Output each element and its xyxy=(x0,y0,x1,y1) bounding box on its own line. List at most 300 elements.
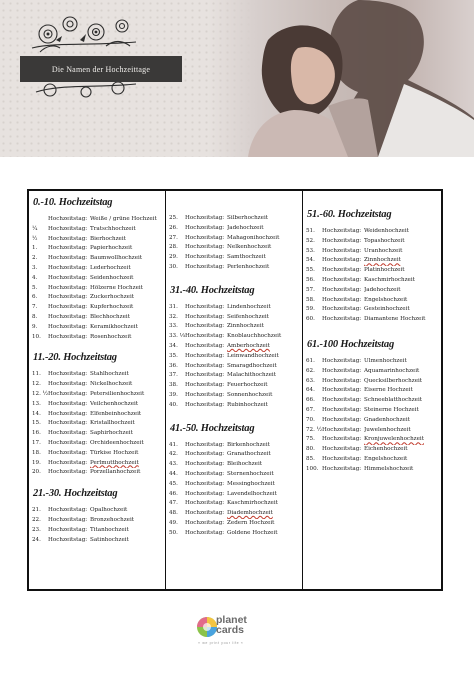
table-row xyxy=(32,459,162,469)
table-row xyxy=(32,506,162,516)
anniversary-name: Schneeblatthochzeit xyxy=(364,397,422,404)
anniversary-name: Opalhochzeit xyxy=(90,507,128,514)
table-row xyxy=(32,390,162,400)
column-3 xyxy=(303,191,441,589)
table-row xyxy=(32,244,162,254)
anniversary-name: Stahlhochzeit xyxy=(90,371,129,378)
anniversary-number: 48. xyxy=(169,510,178,517)
anniversary-number: 31. xyxy=(169,303,178,310)
anniversary-label: Hochzeitstag: xyxy=(322,387,362,394)
section-list xyxy=(32,370,162,478)
section-list xyxy=(169,214,299,273)
anniversary-name: Saphirhochzeit xyxy=(90,430,133,437)
anniversary-number: 18. xyxy=(32,449,41,456)
table-row xyxy=(306,455,438,465)
anniversary-number: 9. xyxy=(32,323,38,330)
anniversary-number: 55. xyxy=(306,267,315,274)
anniversary-number: 61. xyxy=(306,357,315,364)
anniversary-number: 12. xyxy=(32,381,41,388)
anniversary-number: 33. xyxy=(169,323,178,330)
anniversary-name: Amberhochzeit xyxy=(227,342,270,349)
anniversary-label: Hochzeitstag: xyxy=(48,400,88,407)
anniversary-name: Perlmutthochzeit xyxy=(90,459,139,466)
table-row xyxy=(169,460,299,470)
table-row xyxy=(306,435,438,445)
anniversary-name: Baumwollhochzeit xyxy=(90,255,143,262)
anniversary-label: Hochzeitstag: xyxy=(48,420,88,427)
anniversary-name: Papierhochzeit xyxy=(90,245,133,252)
anniversary-name: Kristallhochzeit xyxy=(90,420,135,427)
table-row xyxy=(306,416,438,426)
table-row xyxy=(169,450,299,460)
anniversary-label: Hochzeitstag: xyxy=(48,536,88,543)
anniversary-number: 19. xyxy=(32,459,41,466)
anniversary-name: Gnadenhochzeit xyxy=(364,416,410,423)
anniversary-name: Nickelhochzeit xyxy=(90,381,133,388)
anniversary-number: 36. xyxy=(169,362,178,369)
anniversary-number: 59. xyxy=(306,306,315,313)
anniversary-label: Hochzeitstag: xyxy=(48,235,88,242)
table-row xyxy=(32,303,162,313)
table-row xyxy=(169,371,299,381)
anniversary-label: Hochzeitstag: xyxy=(48,216,88,222)
anniversary-label: Hochzeitstag: xyxy=(185,401,225,408)
anniversary-label: Hochzeitstag: xyxy=(185,342,225,349)
table-row xyxy=(32,370,162,380)
section-heading: 0.-10. Hochzeitstag xyxy=(33,197,113,208)
anniversary-name: Engelshochzeit xyxy=(364,296,408,303)
anniversary-number: 72. ½ xyxy=(306,426,323,433)
column-1 xyxy=(29,191,166,589)
table-row xyxy=(169,253,299,263)
anniversary-label: Hochzeitstag: xyxy=(322,286,362,293)
anniversary-name: Samthochzeit xyxy=(227,254,266,261)
table-row xyxy=(306,286,438,296)
anniversary-label: Hochzeitstag: xyxy=(48,439,88,446)
anniversary-number: 100. xyxy=(306,465,319,472)
anniversary-name: Türkise Hochzeit xyxy=(90,449,139,456)
table-row xyxy=(169,381,299,391)
anniversary-number: 38. xyxy=(169,382,178,389)
table-row xyxy=(169,234,299,244)
anniversary-number: 53. xyxy=(306,247,315,254)
anniversary-name: Granathochzeit xyxy=(227,451,271,458)
section-list xyxy=(169,441,299,539)
anniversary-label: Hochzeitstag: xyxy=(48,255,88,262)
table-row xyxy=(32,439,162,449)
anniversary-name: Smaragdhochzeit xyxy=(227,362,277,369)
anniversary-number: 17. xyxy=(32,439,41,446)
anniversary-label: Hochzeitstag: xyxy=(48,449,88,456)
anniversary-name: Goldene Hochzeit xyxy=(227,529,278,536)
anniversary-name: Lederhochzeit xyxy=(90,264,131,271)
anniversary-number: 1. xyxy=(32,245,38,252)
anniversary-name: Satinhochzeit xyxy=(90,536,129,543)
anniversary-name: Veilchenhochzeit xyxy=(90,400,139,407)
table-row xyxy=(306,276,438,286)
anniversary-number: 4. xyxy=(32,274,38,281)
anniversary-label: Hochzeitstag: xyxy=(48,284,88,291)
anniversary-name: Silberhochzeit xyxy=(227,215,268,221)
anniversary-name: Rubinhochzeit xyxy=(227,401,268,408)
anniversary-label: Hochzeitstag: xyxy=(185,333,225,340)
section-list xyxy=(32,215,162,342)
anniversary-name: Diamantene Hochzeit xyxy=(364,316,426,323)
table-row xyxy=(169,362,299,372)
anniversary-label: Hochzeitstag: xyxy=(48,245,88,252)
table-row xyxy=(32,468,162,478)
section-list xyxy=(32,506,162,545)
anniversary-name: Himmelshochzeit xyxy=(364,465,414,472)
anniversary-number: 60. xyxy=(306,316,315,323)
anniversary-label: Hochzeitstag: xyxy=(322,296,362,303)
logo-line-1: planet xyxy=(216,614,247,626)
anniversary-number: 50. xyxy=(169,529,178,536)
anniversary-number: 23. xyxy=(32,526,41,533)
anniversary-label: Hochzeitstag: xyxy=(48,304,88,311)
anniversary-number: 14. xyxy=(32,410,41,417)
anniversary-name: Rosenhochzeit xyxy=(90,333,132,340)
anniversary-name: Sternenhochzeit xyxy=(227,470,274,477)
anniversary-label: Hochzeitstag: xyxy=(48,507,88,514)
table-row xyxy=(306,396,438,406)
anniversary-label: Hochzeitstag: xyxy=(48,430,88,437)
anniversary-label: Hochzeitstag: xyxy=(322,416,362,423)
anniversary-label: Hochzeitstag: xyxy=(185,215,225,221)
anniversary-number: 43. xyxy=(169,461,178,468)
anniversary-name: Elfenbeinhochzeit xyxy=(90,410,142,417)
table-row xyxy=(32,333,162,343)
anniversary-number: 49. xyxy=(169,519,178,526)
anniversary-number: 21. xyxy=(32,507,41,514)
anniversary-label: Hochzeitstag: xyxy=(48,333,88,340)
anniversary-number: 20. xyxy=(32,469,41,476)
anniversary-label: Hochzeitstag: xyxy=(322,257,362,264)
anniversary-name: Blechhochzeit xyxy=(90,313,130,320)
anniversary-name: Tratschhochzeit xyxy=(90,225,136,232)
table-row xyxy=(32,400,162,410)
anniversary-name: Jadehochzeit xyxy=(364,286,401,293)
table-row xyxy=(306,426,438,436)
anniversary-name: Petersilienhochzeit xyxy=(90,390,145,397)
anniversary-name: Porzellanhochzeit xyxy=(90,469,141,476)
table-row xyxy=(306,266,438,276)
anniversary-number: 80. xyxy=(306,446,315,453)
anniversary-label: Hochzeitstag: xyxy=(322,436,362,443)
anniversary-label: Hochzeitstag: xyxy=(322,377,362,384)
table-row xyxy=(306,315,438,325)
anniversary-number: 33. ⅓ xyxy=(169,333,186,340)
anniversary-label: Hochzeitstag: xyxy=(185,441,225,448)
globe-icon xyxy=(196,615,218,639)
anniversary-name: Kronjuwelenhochzeit xyxy=(364,436,424,443)
anniversary-number: 66. xyxy=(306,397,315,404)
table-row xyxy=(32,313,162,323)
anniversary-name: Bleihochzeit xyxy=(227,461,262,468)
anniversary-label: Hochzeitstag: xyxy=(48,274,88,281)
table-row xyxy=(32,536,162,546)
anniversary-label: Hochzeitstag: xyxy=(322,228,362,234)
anniversary-name: Keramikhochzeit xyxy=(90,323,138,330)
anniversary-name: Lavendelhochzeit xyxy=(227,490,277,497)
table-row xyxy=(169,313,299,323)
table-row xyxy=(306,445,438,455)
table-row xyxy=(306,305,438,315)
table-row xyxy=(169,391,299,401)
table-row xyxy=(32,410,162,420)
anniversary-number: 64. xyxy=(306,387,315,394)
anniversary-number: 25. xyxy=(169,215,178,221)
table-row xyxy=(169,263,299,273)
anniversary-name: Bronzehochzeit xyxy=(90,516,135,523)
anniversary-name: Kaschmirhochzeit xyxy=(364,276,415,283)
anniversary-name: Leinwandhochzeit xyxy=(227,352,279,359)
anniversary-number: 27. xyxy=(169,234,178,241)
anniversary-label: Hochzeitstag: xyxy=(185,254,225,261)
anniversary-number: 57. xyxy=(306,286,315,293)
anniversary-number: 62. xyxy=(306,367,315,374)
anniversary-name: Engelshochzeit xyxy=(364,455,408,462)
table-row xyxy=(169,519,299,529)
anniversary-label: Hochzeitstag: xyxy=(322,397,362,404)
table-row xyxy=(169,214,299,224)
anniversary-number: 40. xyxy=(169,401,178,408)
anniversary-name: Titanhochzeit xyxy=(90,526,129,533)
anniversary-number: 54. xyxy=(306,257,315,264)
section-heading: 31.-40. Hochzeitstag xyxy=(170,284,255,296)
anniversary-label: Hochzeitstag: xyxy=(48,264,88,271)
anniversary-name: Steinerne Hochzeit xyxy=(364,406,419,413)
anniversary-label: Hochzeitstag: xyxy=(322,247,362,254)
anniversary-label: Hochzeitstag: xyxy=(185,263,225,270)
anniversary-number: 39. xyxy=(169,391,178,398)
anniversary-label: Hochzeitstag: xyxy=(322,465,362,472)
table-row xyxy=(306,247,438,257)
anniversary-number: 51. xyxy=(306,228,315,234)
anniversary-label: Hochzeitstag: xyxy=(185,470,225,477)
anniversary-label: Hochzeitstag: xyxy=(185,510,225,517)
section-heading: 51.-60. Hochzeitstag xyxy=(307,209,392,220)
anniversary-name: Kupferhochzeit xyxy=(90,304,134,311)
table-row xyxy=(32,254,162,264)
anniversary-label: Hochzeitstag: xyxy=(48,294,88,301)
anniversary-name: Seidenhochzeit xyxy=(90,274,134,281)
anniversary-label: Hochzeitstag: xyxy=(322,357,362,364)
anniversary-name: Topashochzeit xyxy=(364,237,405,244)
anniversary-name: Weidenhochzeit xyxy=(364,228,409,234)
table-row xyxy=(32,215,162,225)
anniversary-name: Sonnenhochzeit xyxy=(227,391,273,398)
anniversary-name: Zedern Hochzeit xyxy=(227,519,275,526)
anniversary-label: Hochzeitstag: xyxy=(185,244,225,251)
anniversary-label: Hochzeitstag: xyxy=(48,381,88,388)
anniversary-number: 56. xyxy=(306,276,315,283)
table-row xyxy=(169,509,299,519)
anniversary-name: Juwelenhochzeit xyxy=(364,426,411,433)
anniversary-label: Hochzeitstag: xyxy=(322,446,362,453)
anniversary-name: Eiserne Hochzeit xyxy=(364,387,413,394)
section-heading: 11.-20. Hochzeitstag xyxy=(33,352,117,364)
anniversary-number: 85. xyxy=(306,455,315,462)
table-row xyxy=(169,243,299,253)
anniversary-label: Hochzeitstag: xyxy=(185,461,225,468)
anniversary-number: 45. xyxy=(169,480,178,487)
anniversary-number xyxy=(32,215,48,225)
planet-cards-logo xyxy=(194,611,284,655)
anniversary-number: 41. xyxy=(169,441,178,448)
table-row xyxy=(169,352,299,362)
anniversary-number: 52. xyxy=(306,237,315,244)
table-row xyxy=(169,470,299,480)
anniversary-number: 26. xyxy=(169,224,178,231)
anniversary-number: 16. xyxy=(32,430,41,437)
header-banner xyxy=(0,0,474,157)
table-row xyxy=(306,377,438,387)
anniversary-name: Orchideenhochzeit xyxy=(90,439,144,446)
table-row xyxy=(306,227,438,237)
anniversary-name: Hölzerne Hochzeit xyxy=(90,284,143,291)
anniversary-number: 47. xyxy=(169,500,178,507)
table-row xyxy=(306,296,438,306)
anniversary-label: Hochzeitstag: xyxy=(322,237,362,244)
anniversary-name: Perlenhochzeit xyxy=(227,263,270,270)
anniversary-label: Hochzeitstag: xyxy=(48,313,88,320)
anniversary-label: Hochzeitstag: xyxy=(48,371,88,378)
anniversary-name: Zuckerhochzeit xyxy=(90,294,134,301)
anniversary-name: Knoblauchhochzeit xyxy=(227,333,282,340)
anniversary-label: Hochzeitstag: xyxy=(185,352,225,359)
anniversary-name: Bierhochzeit xyxy=(90,235,126,242)
couple-photo xyxy=(208,0,474,157)
anniversary-label: Hochzeitstag: xyxy=(185,391,225,398)
anniversary-name: Aquamarinhochzeit xyxy=(364,367,420,374)
anniversary-name: Kaschmirhochzeit xyxy=(227,500,278,507)
anniversary-number: 44. xyxy=(169,470,178,477)
table-row xyxy=(306,367,438,377)
table-row xyxy=(306,256,438,266)
anniversary-name: Feuerhochzeit xyxy=(227,382,268,389)
anniversary-name: Gesteinhochzeit xyxy=(364,306,410,313)
anniversary-name: Ulmenhochzeit xyxy=(364,357,407,364)
anniversary-label: Hochzeitstag: xyxy=(185,382,225,389)
anniversary-name: Birkenhochzeit xyxy=(227,441,270,448)
anniversary-name: Uranhochzeit xyxy=(364,247,403,254)
anniversary-label: Hochzeitstag: xyxy=(48,323,88,330)
table-row xyxy=(32,516,162,526)
logo-tagline: » we print your life « xyxy=(198,641,244,645)
anniversary-number: 7. xyxy=(32,304,38,311)
anniversary-label: Hochzeitstag: xyxy=(185,480,225,487)
anniversary-label: Hochzeitstag: xyxy=(48,469,88,476)
anniversary-name: Nelkenhochzeit xyxy=(227,244,272,251)
table-row xyxy=(306,386,438,396)
table-row xyxy=(169,441,299,451)
anniversary-name: Quecksilberhochzeit xyxy=(364,377,423,384)
anniversary-label: Hochzeitstag: xyxy=(322,455,362,462)
anniversary-name: Malachithochzeit xyxy=(227,372,276,379)
anniversary-number: 29. xyxy=(169,254,178,261)
anniversary-label: Hochzeitstag: xyxy=(185,234,225,241)
anniversary-number: 63. xyxy=(306,377,315,384)
table-row xyxy=(169,529,299,539)
anniversary-label: Hochzeitstag: xyxy=(185,500,225,507)
table-row xyxy=(32,526,162,536)
table-row xyxy=(169,499,299,509)
anniversary-label: Hochzeitstag: xyxy=(185,303,225,310)
anniversary-label: Hochzeitstag: xyxy=(322,276,362,283)
anniversary-number: 30. xyxy=(169,263,178,270)
column-2 xyxy=(166,191,303,589)
anniversary-number: 46. xyxy=(169,490,178,497)
anniversary-name: Lindenhochzeit xyxy=(227,303,271,310)
anniversary-number: 42. xyxy=(169,451,178,458)
anniversary-name: Zinnhochzeit xyxy=(364,257,401,264)
anniversary-label: Hochzeitstag: xyxy=(185,451,225,458)
anniversary-label: Hochzeitstag: xyxy=(48,459,88,466)
table-row xyxy=(306,406,438,416)
anniversary-name: Platinhochzeit xyxy=(364,267,405,274)
table-row xyxy=(306,237,438,247)
section-list xyxy=(306,227,438,325)
anniversary-name: Messinghochzeit xyxy=(227,480,275,487)
page-title: Die Namen der Hochzeittage xyxy=(20,56,182,82)
anniversary-label: Hochzeitstag: xyxy=(322,306,362,313)
table-row xyxy=(32,274,162,284)
table-row xyxy=(169,480,299,490)
anniversary-label: Hochzeitstag: xyxy=(48,390,88,397)
anniversary-number: 6. xyxy=(32,294,38,301)
table-row xyxy=(306,465,438,475)
table-row xyxy=(32,419,162,429)
anniversary-number: 12. ½ xyxy=(32,390,49,397)
anniversary-label: Hochzeitstag: xyxy=(185,529,225,536)
anniversary-number: 5. xyxy=(32,284,38,291)
anniversary-number: 2. xyxy=(32,255,38,262)
anniversary-label: Hochzeitstag: xyxy=(48,526,88,533)
anniversary-label: Hochzeitstag: xyxy=(322,316,362,323)
table-row xyxy=(32,449,162,459)
anniversary-label: Hochzeitstag: xyxy=(322,406,362,413)
anniversary-number: 34. xyxy=(169,342,178,349)
anniversary-label: Hochzeitstag: xyxy=(185,490,225,497)
anniversary-label: Hochzeitstag: xyxy=(48,410,88,417)
anniversary-name: Seifenhochzeit xyxy=(227,313,269,320)
table-row xyxy=(169,490,299,500)
anniversary-number: 8. xyxy=(32,313,38,320)
anniversary-label: Hochzeitstag: xyxy=(185,313,225,320)
anniversary-label: Hochzeitstag: xyxy=(322,426,362,433)
anniversary-label: Hochzeitstag: xyxy=(322,267,362,274)
anniversary-number: 67. xyxy=(306,406,315,413)
table-row xyxy=(169,224,299,234)
anniversary-name: Eichenhochzeit xyxy=(364,446,408,453)
anniversary-number: 70. xyxy=(306,416,315,423)
table-row xyxy=(169,342,299,352)
anniversary-number: 22. xyxy=(32,516,41,523)
anniversary-number: 58. xyxy=(306,296,315,303)
table-row xyxy=(32,293,162,303)
table-row xyxy=(32,264,162,274)
anniversary-number: 28. xyxy=(169,244,178,251)
anniversary-label: Hochzeitstag: xyxy=(185,224,225,231)
anniversary-number: ¼ xyxy=(32,225,38,232)
table-row xyxy=(32,235,162,245)
anniversary-number: 75. xyxy=(306,436,315,443)
anniversary-label: Hochzeitstag: xyxy=(185,372,225,379)
section-list xyxy=(169,303,299,411)
anniversary-label: Hochzeitstag: xyxy=(185,323,225,330)
table-row xyxy=(32,225,162,235)
